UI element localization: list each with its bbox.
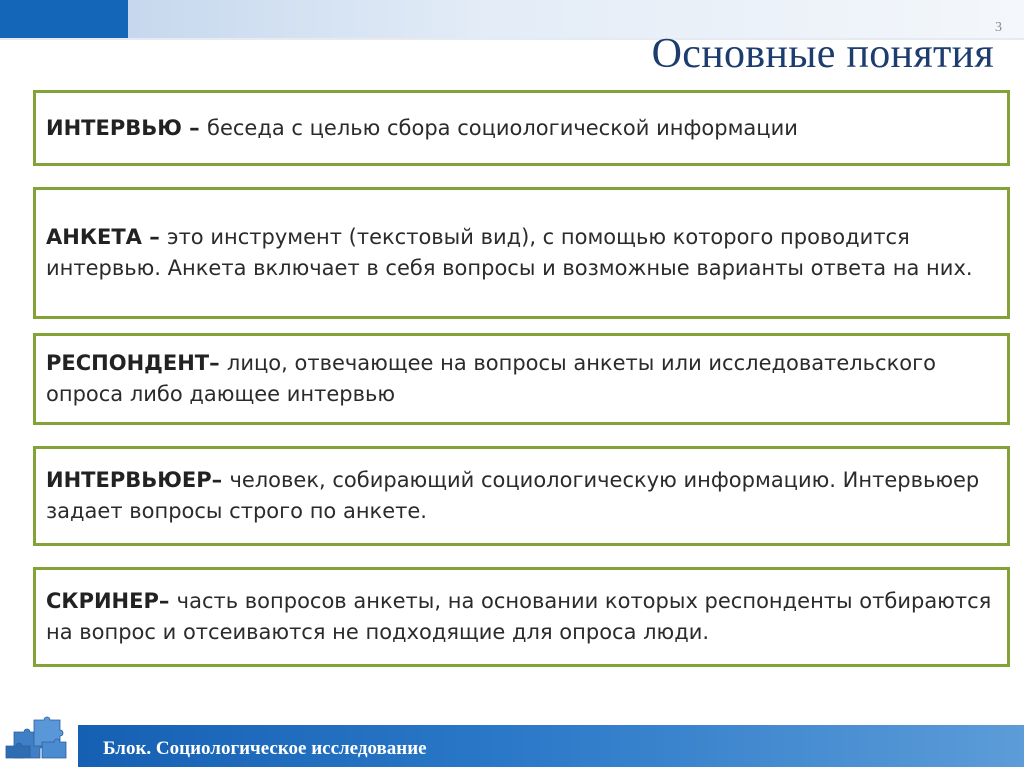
puzzle-pieces-icon xyxy=(4,712,70,764)
definition-box-screener xyxy=(33,567,1010,667)
top-accent-bar xyxy=(0,0,128,38)
definition-text xyxy=(46,348,997,410)
definition-text xyxy=(46,113,798,144)
definition-separator: – xyxy=(141,225,168,249)
footer-section-title: Блок. Социологическое исследование xyxy=(103,738,427,759)
definition-box-interview xyxy=(33,90,1010,166)
definition-separator: – xyxy=(181,115,207,140)
definition-separator: – xyxy=(211,468,230,492)
definition-term: РЕСПОНДЕНТ xyxy=(46,351,210,375)
definition-term: СКРИНЕР xyxy=(46,589,159,613)
definition-text xyxy=(46,586,997,648)
definition-term: ИНТЕРВЬЮЕР xyxy=(46,468,212,492)
definition-description: это инструмент (текстовый вид), с помощью которого проводится интервью. Анкета включает в себя вопросы и возможные варианты ответа на них. xyxy=(46,225,973,280)
definition-separator: – xyxy=(158,589,177,613)
definition-box-questionnaire xyxy=(33,187,1010,319)
footer-bar xyxy=(78,725,1024,767)
definition-description: часть вопросов анкеты, на основании которых респонденты отбираются на вопрос и отсеиваются не подходящие для опроса люди. xyxy=(46,589,992,644)
page-number: 3 xyxy=(995,20,1002,35)
definition-separator: – xyxy=(209,351,227,375)
definition-box-respondent xyxy=(33,333,1010,425)
definition-box-interviewer xyxy=(33,446,1010,546)
definition-text xyxy=(46,222,997,284)
page-title: Основные понятия xyxy=(651,31,994,77)
definition-description: беседа с целью сбора социологической информации xyxy=(207,115,798,140)
definition-description: лицо, отвечающее на вопросы анкеты или исследовательского опроса либо дающее интервью xyxy=(46,351,937,406)
definition-text xyxy=(46,465,997,527)
definition-term: ИНТЕРВЬЮ xyxy=(46,115,182,140)
definition-description: человек, собирающий социологическую информацию. Интервьюер задает вопросы строго по анкете. xyxy=(46,468,980,523)
definition-term: АНКЕТА xyxy=(46,225,142,249)
